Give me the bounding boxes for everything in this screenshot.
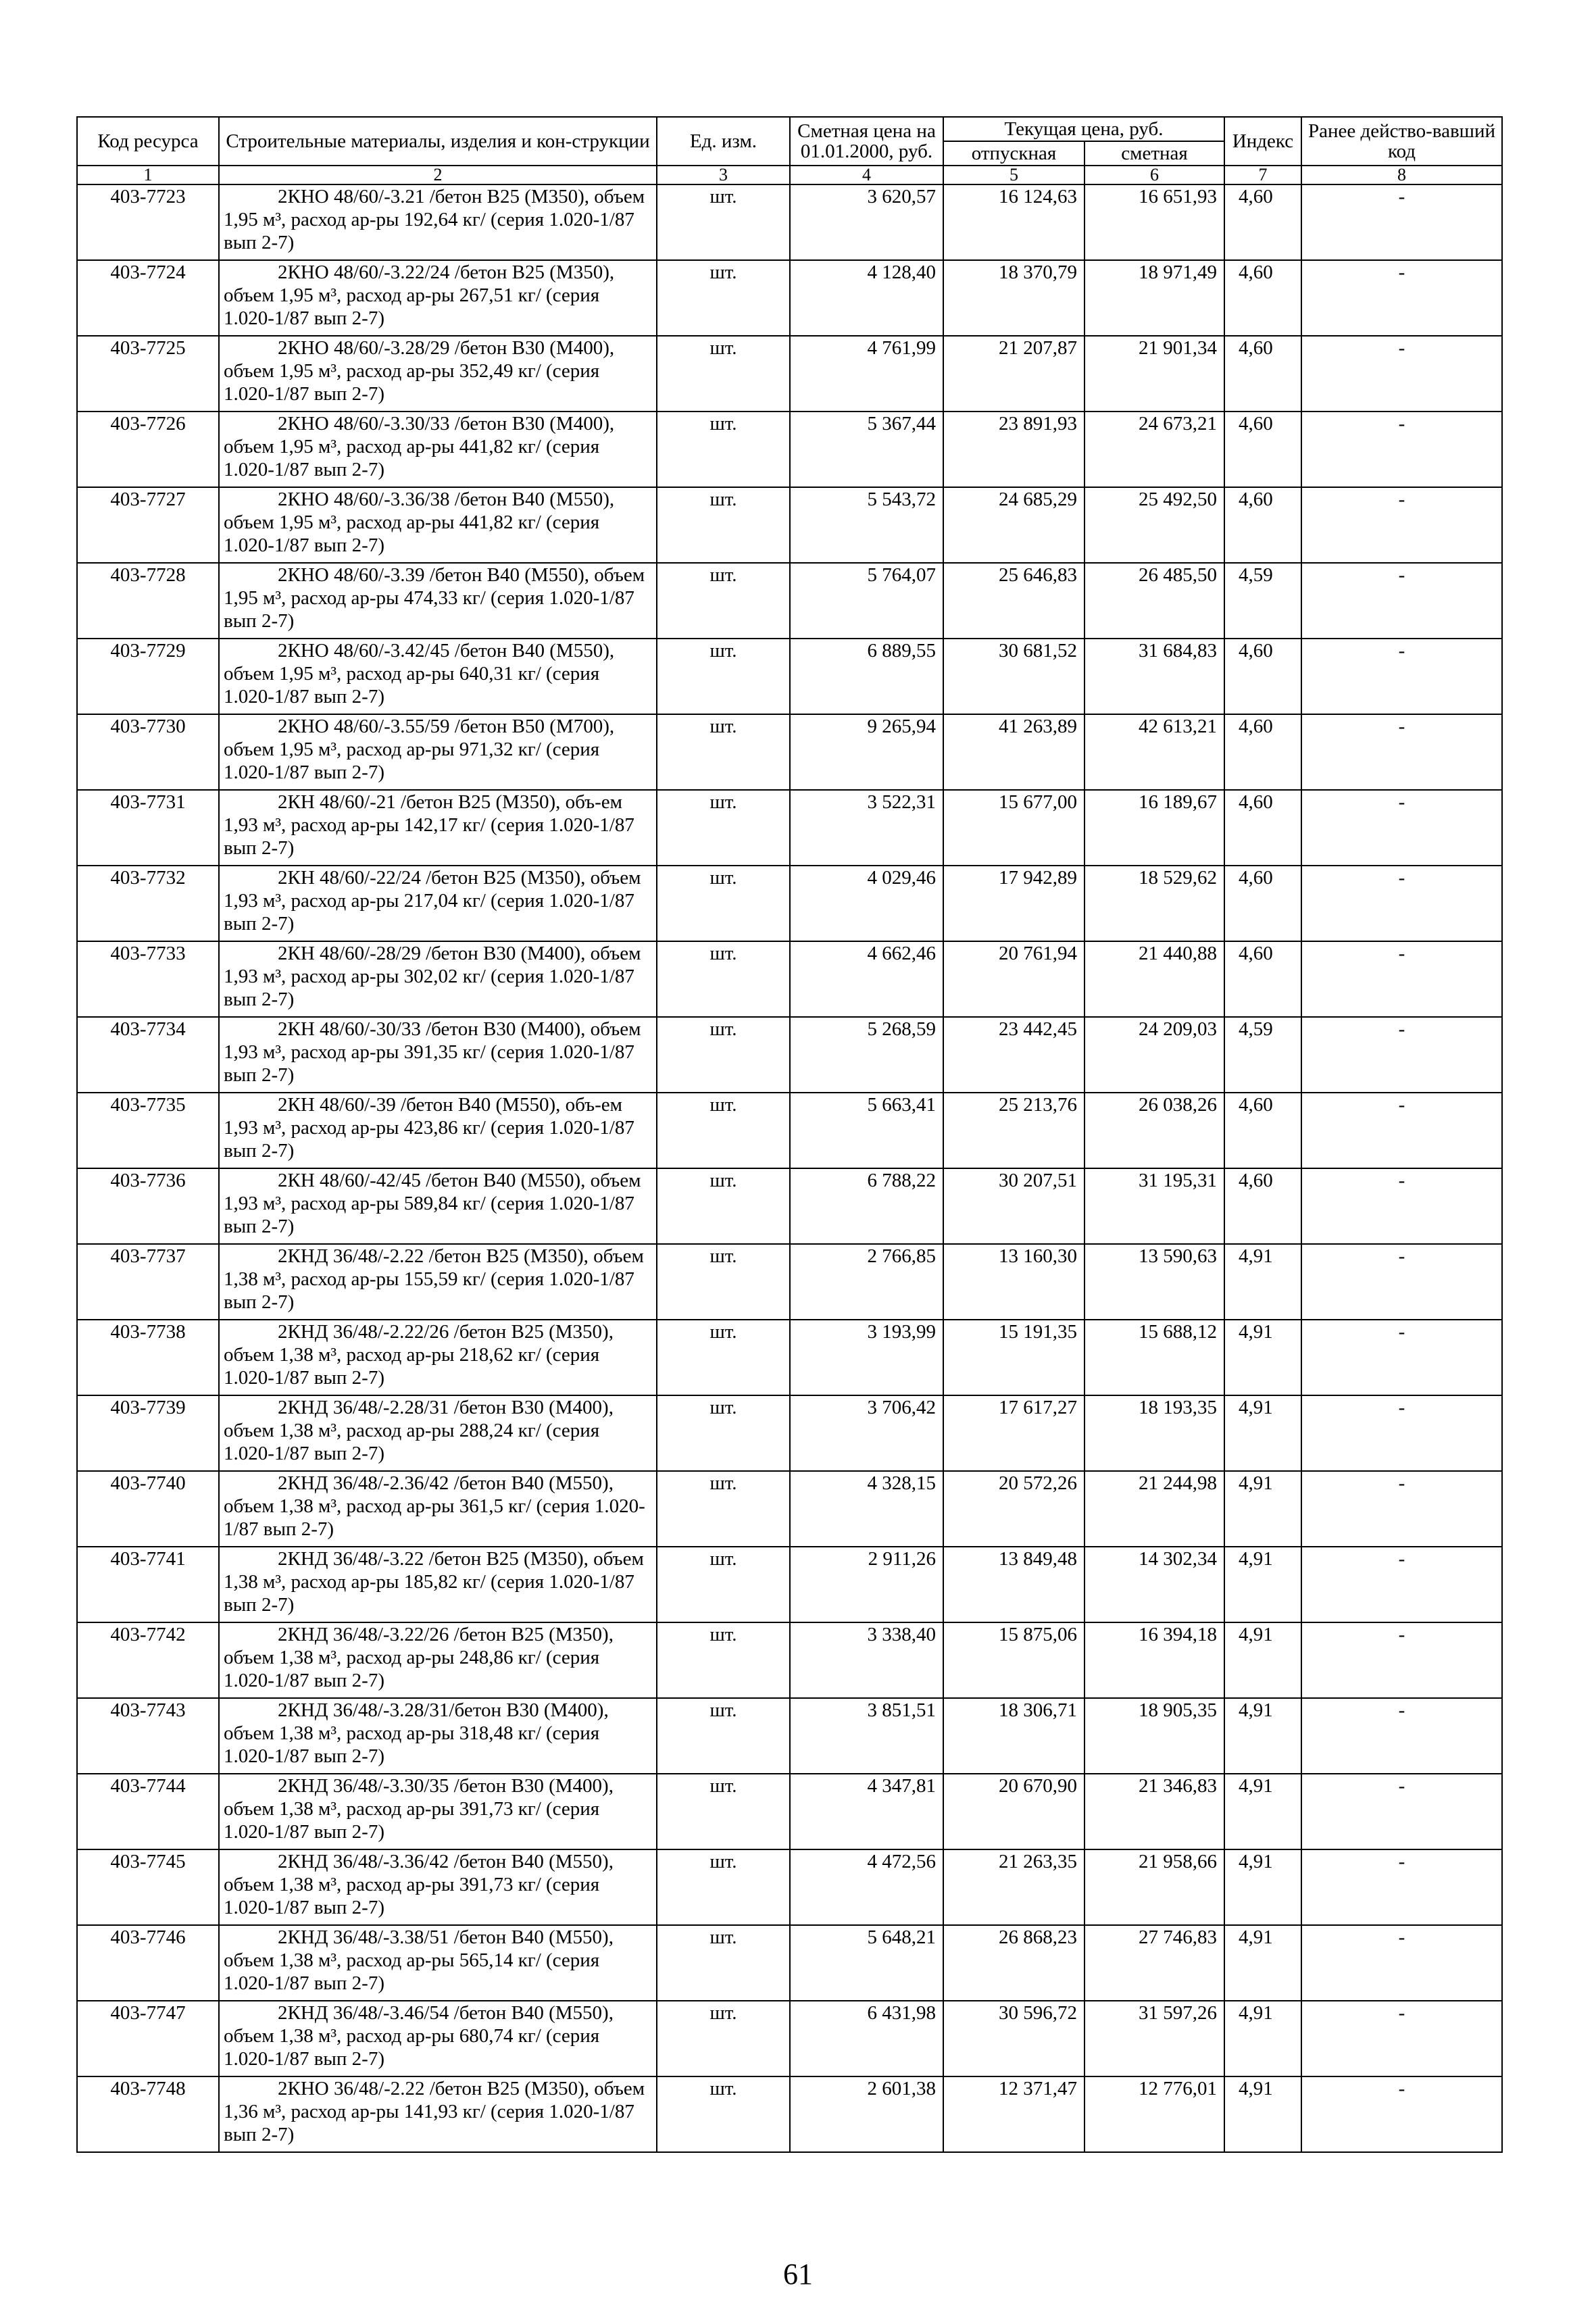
estimate-price-cell: 27 746,83 [1084, 1925, 1224, 2001]
unit-cell: шт. [657, 639, 790, 714]
page-number: 61 [783, 2258, 813, 2291]
material-description: 2КНО 36/48/-2.22 /бетон В25 (М350), объем 1,36 м³, расход ар-ры 141,93 кг/ (серия 1.020-1/87 вып 2-7) [219, 2076, 657, 2152]
base-price-cell: 5 648,21 [790, 1925, 943, 2001]
unit-cell: шт. [657, 1017, 790, 1093]
release-price-cell: 23 891,93 [943, 412, 1084, 487]
estimate-price-cell: 16 189,67 [1084, 790, 1224, 866]
column-number: 8 [1301, 166, 1502, 184]
prev-code-cell: - [1301, 2001, 1502, 2076]
table-row [77, 1395, 1502, 1471]
release-price-cell: 15 677,00 [943, 790, 1084, 866]
material-description: 2КН 48/60/-22/24 /бетон В25 (М350), объем 1,93 м³, расход ар-ры 217,04 кг/ (серия 1.020-1/87 вып 2-7) [219, 866, 657, 941]
base-price-cell: 4 128,40 [790, 260, 943, 336]
resource-code: 403-7725 [77, 336, 219, 412]
prev-code-cell: - [1301, 1168, 1502, 1244]
index-cell: 4,60 [1224, 1093, 1301, 1168]
release-price-cell: 23 442,45 [943, 1017, 1084, 1093]
release-price-cell: 30 207,51 [943, 1168, 1084, 1244]
index-cell: 4,60 [1224, 184, 1301, 260]
table-row [77, 1774, 1502, 1849]
estimate-price-cell: 21 901,34 [1084, 336, 1224, 412]
prev-code-cell: - [1301, 1622, 1502, 1698]
index-cell: 4,91 [1224, 1925, 1301, 2001]
resource-code: 403-7743 [77, 1698, 219, 1774]
prev-code-cell: - [1301, 941, 1502, 1017]
resource-code: 403-7747 [77, 2001, 219, 2076]
unit-cell: шт. [657, 184, 790, 260]
release-price-cell: 13 849,48 [943, 1547, 1084, 1622]
resource-code: 403-7742 [77, 1622, 219, 1698]
resource-code: 403-7735 [77, 1093, 219, 1168]
base-price-cell: 3 851,51 [790, 1698, 943, 1774]
material-description: 2КН 48/60/-21 /бетон В25 (М350), объ-ем 1,93 м³, расход ар-ры 142,17 кг/ (серия 1.020-1/87 вып 2-7) [219, 790, 657, 866]
index-cell: 4,91 [1224, 2076, 1301, 2152]
prev-code-cell: - [1301, 1774, 1502, 1849]
prev-code-cell: - [1301, 639, 1502, 714]
column-number: 6 [1084, 166, 1224, 184]
base-price-cell: 4 761,99 [790, 336, 943, 412]
index-cell: 4,59 [1224, 1017, 1301, 1093]
release-price-cell: 12 371,47 [943, 2076, 1084, 2152]
base-price-cell: 5 663,41 [790, 1093, 943, 1168]
material-description: 2КНД 36/48/-3.22/26 /бетон В25 (М350), объем 1,38 м³, расход ар-ры 248,86 кг/ (серия 1.020-1/87 вып 2-7) [219, 1622, 657, 1698]
base-price-cell: 6 889,55 [790, 639, 943, 714]
index-cell: 4,60 [1224, 639, 1301, 714]
table-row [77, 790, 1502, 866]
release-price-cell: 13 160,30 [943, 1244, 1084, 1320]
table-row [77, 639, 1502, 714]
prev-code-cell: - [1301, 866, 1502, 941]
header-base-price: Сметная цена на 01.01.2000, руб. [790, 117, 943, 166]
release-price-cell: 41 263,89 [943, 714, 1084, 790]
prev-code-cell: - [1301, 1093, 1502, 1168]
release-price-cell: 20 670,90 [943, 1774, 1084, 1849]
unit-cell: шт. [657, 336, 790, 412]
table-row [77, 412, 1502, 487]
prev-code-cell: - [1301, 1925, 1502, 2001]
unit-cell: шт. [657, 260, 790, 336]
prev-code-cell: - [1301, 336, 1502, 412]
release-price-cell: 17 942,89 [943, 866, 1084, 941]
estimate-price-cell: 21 346,83 [1084, 1774, 1224, 1849]
release-price-cell: 25 213,76 [943, 1093, 1084, 1168]
estimate-price-cell: 21 244,98 [1084, 1471, 1224, 1547]
resource-code: 403-7730 [77, 714, 219, 790]
table-row [77, 1622, 1502, 1698]
release-price-cell: 17 617,27 [943, 1395, 1084, 1471]
column-number: 2 [219, 166, 657, 184]
index-cell: 4,91 [1224, 1849, 1301, 1925]
index-cell: 4,60 [1224, 714, 1301, 790]
unit-cell: шт. [657, 790, 790, 866]
material-description: 2КН 48/60/-30/33 /бетон В30 (М400), объем 1,93 м³, расход ар-ры 391,35 кг/ (серия 1.020-1/87 вып 2-7) [219, 1017, 657, 1093]
header-unit: Ед. изм. [657, 117, 790, 166]
base-price-cell: 4 472,56 [790, 1849, 943, 1925]
prev-code-cell: - [1301, 790, 1502, 866]
unit-cell: шт. [657, 1774, 790, 1849]
material-description: 2КНО 48/60/-3.39 /бетон В40 (М550), объем 1,95 м³, расход ар-ры 474,33 кг/ (серия 1.020-1/87 вып 2-7) [219, 563, 657, 639]
estimate-price-cell: 24 209,03 [1084, 1017, 1224, 1093]
material-description: 2КНД 36/48/-3.30/35 /бетон В30 (М400), объем 1,38 м³, расход ар-ры 391,73 кг/ (серия 1.020-1/87 вып 2-7) [219, 1774, 657, 1849]
material-description: 2КНО 48/60/-3.42/45 /бетон В40 (М550), объем 1,95 м³, расход ар-ры 640,31 кг/ (серия 1.020-1/87 вып 2-7) [219, 639, 657, 714]
prev-code-cell: - [1301, 412, 1502, 487]
estimate-price-cell: 18 905,35 [1084, 1698, 1224, 1774]
base-price-cell: 2 766,85 [790, 1244, 943, 1320]
price-table [76, 116, 1503, 2153]
resource-code: 403-7745 [77, 1849, 219, 1925]
estimate-price-cell: 16 394,18 [1084, 1622, 1224, 1698]
resource-code: 403-7733 [77, 941, 219, 1017]
resource-code: 403-7734 [77, 1017, 219, 1093]
estimate-price-cell: 18 193,35 [1084, 1395, 1224, 1471]
prev-code-cell: - [1301, 1547, 1502, 1622]
estimate-price-cell: 21 958,66 [1084, 1849, 1224, 1925]
release-price-cell: 18 370,79 [943, 260, 1084, 336]
unit-cell: шт. [657, 1547, 790, 1622]
material-description: 2КНД 36/48/-3.38/51 /бетон В40 (М550), объем 1,38 м³, расход ар-ры 565,14 кг/ (серия 1.020-1/87 вып 2-7) [219, 1925, 657, 2001]
unit-cell: шт. [657, 1244, 790, 1320]
base-price-cell: 3 706,42 [790, 1395, 943, 1471]
table-row [77, 866, 1502, 941]
resource-code: 403-7726 [77, 412, 219, 487]
material-description: 2КНД 36/48/-3.22 /бетон В25 (М350), объем 1,38 м³, расход ар-ры 185,82 кг/ (серия 1.020-1/87 вып 2-7) [219, 1547, 657, 1622]
index-cell: 4,91 [1224, 1622, 1301, 1698]
table-row [77, 1093, 1502, 1168]
table-row [77, 2001, 1502, 2076]
base-price-cell: 4 029,46 [790, 866, 943, 941]
material-description: 2КНО 48/60/-3.21 /бетон В25 (М350), объем 1,95 м³, расход ар-ры 192,64 кг/ (серия 1.020-1/87 вып 2-7) [219, 184, 657, 260]
material-description: 2КНД 36/48/-2.36/42 /бетон В40 (М550), объем 1,38 м³, расход ар-ры 361,5 кг/ (серия 1.020-1/87 вып 2-7) [219, 1471, 657, 1547]
resource-code: 403-7741 [77, 1547, 219, 1622]
table-row [77, 1168, 1502, 1244]
index-cell: 4,60 [1224, 941, 1301, 1017]
table-row [77, 1547, 1502, 1622]
material-description: 2КН 48/60/-42/45 /бетон В40 (М550), объем 1,93 м³, расход ар-ры 589,84 кг/ (серия 1.020-1/87 вып 2-7) [219, 1168, 657, 1244]
estimate-price-cell: 26 038,26 [1084, 1093, 1224, 1168]
material-description: 2КНД 36/48/-3.46/54 /бетон В40 (М550), объем 1,38 м³, расход ар-ры 680,74 кг/ (серия 1.020-1/87 вып 2-7) [219, 2001, 657, 2076]
resource-code: 403-7736 [77, 1168, 219, 1244]
table-row [77, 1849, 1502, 1925]
material-description: 2КНД 36/48/-3.36/42 /бетон В40 (М550), объем 1,38 м³, расход ар-ры 391,73 кг/ (серия 1.020-1/87 вып 2-7) [219, 1849, 657, 1925]
unit-cell: шт. [657, 1925, 790, 2001]
column-number-row [77, 166, 1502, 184]
table-row [77, 563, 1502, 639]
base-price-cell: 6 431,98 [790, 2001, 943, 2076]
material-description: 2КНО 48/60/-3.55/59 /бетон В50 (М700), объем 1,95 м³, расход ар-ры 971,32 кг/ (серия 1.020-1/87 вып 2-7) [219, 714, 657, 790]
material-description: 2КНД 36/48/-3.28/31/бетон В30 (М400), объем 1,38 м³, расход ар-ры 318,48 кг/ (серия 1.020-1/87 вып 2-7) [219, 1698, 657, 1774]
estimate-price-cell: 31 597,26 [1084, 2001, 1224, 2076]
resource-code: 403-7746 [77, 1925, 219, 2001]
prev-code-cell: - [1301, 2076, 1502, 2152]
prev-code-cell: - [1301, 1320, 1502, 1395]
prev-code-cell: - [1301, 563, 1502, 639]
release-price-cell: 16 124,63 [943, 184, 1084, 260]
resource-code: 403-7740 [77, 1471, 219, 1547]
resource-code: 403-7728 [77, 563, 219, 639]
table-row [77, 1698, 1502, 1774]
release-price-cell: 15 191,35 [943, 1320, 1084, 1395]
unit-cell: шт. [657, 2001, 790, 2076]
index-cell: 4,91 [1224, 1244, 1301, 1320]
unit-cell: шт. [657, 1471, 790, 1547]
base-price-cell: 3 522,31 [790, 790, 943, 866]
unit-cell: шт. [657, 1320, 790, 1395]
prev-code-cell: - [1301, 487, 1502, 563]
prev-code-cell: - [1301, 184, 1502, 260]
prev-code-cell: - [1301, 1395, 1502, 1471]
base-price-cell: 2 911,26 [790, 1547, 943, 1622]
index-cell: 4,91 [1224, 1774, 1301, 1849]
base-price-cell: 3 193,99 [790, 1320, 943, 1395]
unit-cell: шт. [657, 941, 790, 1017]
table-row [77, 1320, 1502, 1395]
table-row [77, 1017, 1502, 1093]
header-prev-code: Ранее действо-вавший код [1301, 117, 1502, 166]
table-row [77, 260, 1502, 336]
release-price-cell: 21 207,87 [943, 336, 1084, 412]
unit-cell: шт. [657, 714, 790, 790]
table-row [77, 487, 1502, 563]
resource-code: 403-7738 [77, 1320, 219, 1395]
index-cell: 4,60 [1224, 412, 1301, 487]
material-description: 2КНО 48/60/-3.22/24 /бетон В25 (М350), объем 1,95 м³, расход ар-ры 267,51 кг/ (серия 1.020-1/87 вып 2-7) [219, 260, 657, 336]
index-cell: 4,59 [1224, 563, 1301, 639]
index-cell: 4,60 [1224, 1168, 1301, 1244]
unit-cell: шт. [657, 1168, 790, 1244]
column-number: 3 [657, 166, 790, 184]
release-price-cell: 25 646,83 [943, 563, 1084, 639]
release-price-cell: 24 685,29 [943, 487, 1084, 563]
prev-code-cell: - [1301, 1849, 1502, 1925]
table-row [77, 336, 1502, 412]
base-price-cell: 6 788,22 [790, 1168, 943, 1244]
unit-cell: шт. [657, 487, 790, 563]
material-description: 2КНД 36/48/-2.22 /бетон В25 (М350), объем 1,38 м³, расход ар-ры 155,59 кг/ (серия 1.020-1/87 вып 2-7) [219, 1244, 657, 1320]
header-estimate-price: сметная [1084, 141, 1224, 166]
estimate-price-cell: 15 688,12 [1084, 1320, 1224, 1395]
unit-cell: шт. [657, 1698, 790, 1774]
index-cell: 4,91 [1224, 2001, 1301, 2076]
index-cell: 4,60 [1224, 487, 1301, 563]
estimate-price-cell: 14 302,34 [1084, 1547, 1224, 1622]
column-number: 4 [790, 166, 943, 184]
resource-code: 403-7732 [77, 866, 219, 941]
base-price-cell: 9 265,94 [790, 714, 943, 790]
material-description: 2КН 48/60/-28/29 /бетон В30 (М400), объем 1,93 м³, расход ар-ры 302,02 кг/ (серия 1.020-1/87 вып 2-7) [219, 941, 657, 1017]
release-price-cell: 21 263,35 [943, 1849, 1084, 1925]
table-body [77, 184, 1502, 2152]
index-cell: 4,60 [1224, 866, 1301, 941]
estimate-price-cell: 13 590,63 [1084, 1244, 1224, 1320]
resource-code: 403-7739 [77, 1395, 219, 1471]
column-number: 7 [1224, 166, 1301, 184]
resource-code: 403-7729 [77, 639, 219, 714]
base-price-cell: 5 367,44 [790, 412, 943, 487]
table-row [77, 714, 1502, 790]
index-cell: 4,91 [1224, 1471, 1301, 1547]
unit-cell: шт. [657, 412, 790, 487]
unit-cell: шт. [657, 1395, 790, 1471]
index-cell: 4,91 [1224, 1698, 1301, 1774]
base-price-cell: 4 662,46 [790, 941, 943, 1017]
unit-cell: шт. [657, 2076, 790, 2152]
material-description: 2КНО 48/60/-3.28/29 /бетон В30 (М400), объем 1,95 м³, расход ар-ры 352,49 кг/ (серия 1.020-1/87 вып 2-7) [219, 336, 657, 412]
estimate-price-cell: 31 195,31 [1084, 1168, 1224, 1244]
index-cell: 4,91 [1224, 1547, 1301, 1622]
release-price-cell: 20 572,26 [943, 1471, 1084, 1547]
prev-code-cell: - [1301, 1244, 1502, 1320]
base-price-cell: 5 543,72 [790, 487, 943, 563]
header-material: Строительные материалы, изделия и кон-струкции [219, 117, 657, 166]
index-cell: 4,91 [1224, 1320, 1301, 1395]
table-row [77, 2076, 1502, 2152]
material-description: 2КНО 48/60/-3.36/38 /бетон В40 (М550), объем 1,95 м³, расход ар-ры 441,82 кг/ (серия 1.020-1/87 вып 2-7) [219, 487, 657, 563]
unit-cell: шт. [657, 866, 790, 941]
base-price-cell: 4 347,81 [790, 1774, 943, 1849]
estimate-price-cell: 31 684,83 [1084, 639, 1224, 714]
estimate-price-cell: 26 485,50 [1084, 563, 1224, 639]
index-cell: 4,60 [1224, 790, 1301, 866]
unit-cell: шт. [657, 1622, 790, 1698]
release-price-cell: 30 681,52 [943, 639, 1084, 714]
index-cell: 4,60 [1224, 260, 1301, 336]
resource-code: 403-7744 [77, 1774, 219, 1849]
material-description: 2КНД 36/48/-2.28/31 /бетон В30 (М400), объем 1,38 м³, расход ар-ры 288,24 кг/ (серия 1.020-1/87 вып 2-7) [219, 1395, 657, 1471]
estimate-price-cell: 24 673,21 [1084, 412, 1224, 487]
resource-code: 403-7748 [77, 2076, 219, 2152]
table-row [77, 1244, 1502, 1320]
release-price-cell: 18 306,71 [943, 1698, 1084, 1774]
release-price-cell: 20 761,94 [943, 941, 1084, 1017]
column-number: 1 [77, 166, 219, 184]
resource-code: 403-7731 [77, 790, 219, 866]
table-row [77, 184, 1502, 260]
resource-code: 403-7723 [77, 184, 219, 260]
prev-code-cell: - [1301, 1698, 1502, 1774]
base-price-cell: 2 601,38 [790, 2076, 943, 2152]
index-cell: 4,91 [1224, 1395, 1301, 1471]
release-price-cell: 15 875,06 [943, 1622, 1084, 1698]
unit-cell: шт. [657, 1849, 790, 1925]
prev-code-cell: - [1301, 714, 1502, 790]
prev-code-cell: - [1301, 260, 1502, 336]
resource-code: 403-7727 [77, 487, 219, 563]
estimate-price-cell: 21 440,88 [1084, 941, 1224, 1017]
estimate-price-cell: 25 492,50 [1084, 487, 1224, 563]
resource-code: 403-7737 [77, 1244, 219, 1320]
unit-cell: шт. [657, 563, 790, 639]
table-row [77, 1471, 1502, 1547]
estimate-price-cell: 42 613,21 [1084, 714, 1224, 790]
release-price-cell: 26 868,23 [943, 1925, 1084, 2001]
estimate-price-cell: 12 776,01 [1084, 2076, 1224, 2152]
material-description: 2КН 48/60/-39 /бетон В40 (М550), объ-ем 1,93 м³, расход ар-ры 423,86 кг/ (серия 1.020-1/87 вып 2-7) [219, 1093, 657, 1168]
resource-code: 403-7724 [77, 260, 219, 336]
index-cell: 4,60 [1224, 336, 1301, 412]
material-description: 2КНД 36/48/-2.22/26 /бетон В25 (М350), объем 1,38 м³, расход ар-ры 218,62 кг/ (серия 1.020-1/87 вып 2-7) [219, 1320, 657, 1395]
header-current-price: Текущая цена, руб. [943, 117, 1224, 141]
estimate-price-cell: 18 971,49 [1084, 260, 1224, 336]
unit-cell: шт. [657, 1093, 790, 1168]
base-price-cell: 3 338,40 [790, 1622, 943, 1698]
base-price-cell: 4 328,15 [790, 1471, 943, 1547]
base-price-cell: 3 620,57 [790, 184, 943, 260]
estimate-price-cell: 18 529,62 [1084, 866, 1224, 941]
estimate-price-cell: 16 651,93 [1084, 184, 1224, 260]
column-number: 5 [943, 166, 1084, 184]
table-row [77, 941, 1502, 1017]
release-price-cell: 30 596,72 [943, 2001, 1084, 2076]
header-release-price: отпускная [943, 141, 1084, 166]
base-price-cell: 5 268,59 [790, 1017, 943, 1093]
prev-code-cell: - [1301, 1017, 1502, 1093]
material-description: 2КНО 48/60/-3.30/33 /бетон В30 (М400), объем 1,95 м³, расход ар-ры 441,82 кг/ (серия 1.020-1/87 вып 2-7) [219, 412, 657, 487]
base-price-cell: 5 764,07 [790, 563, 943, 639]
header-code: Код ресурса [77, 117, 219, 166]
prev-code-cell: - [1301, 1471, 1502, 1547]
header-index: Индекс [1224, 117, 1301, 166]
table-row [77, 1925, 1502, 2001]
